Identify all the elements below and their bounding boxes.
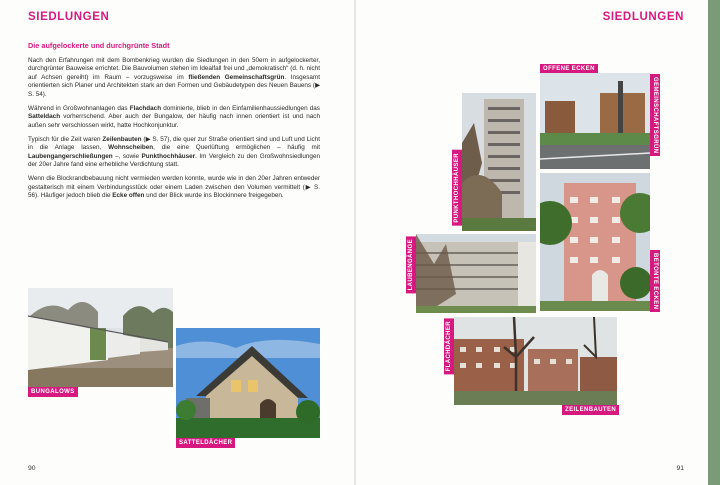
photo-bungalows [28, 288, 173, 387]
photo-punkthochhaeuser [462, 93, 536, 231]
bold-term: Laubengangerschließungen [28, 152, 113, 160]
body-paragraph: Wenn die Blockrandbebauung nicht vermieden werden konnte, wurde wie in den 20er Jahren entweder gestalterisch mit einem Verbindungsstück oder einem Laden zwischen den Volumen vermittelt (▶ S. 56). Häufiger jedoch blieb die Ecke offen und der Blick wurde ins Blockinnere freigegeben. [28, 175, 320, 200]
photo-offene-ecken [540, 73, 650, 169]
bold-term: Ecke offen [112, 192, 145, 200]
bold-term: Satteldach [28, 113, 61, 121]
bold-term: Zeilenbauten [102, 135, 142, 143]
page-number-left: 90 [28, 465, 36, 472]
right-page [356, 0, 708, 485]
caption-laubengaenge: LAUBENGÄNGE [406, 236, 416, 293]
photo-satteldaecher [176, 328, 320, 438]
body-paragraph: Während in Großwohnanlagen das Flachdach dominierte, blieb in den Einfamilienhaussiedlungen das Satteldach vorherrschend. Aber auch der Bungalow, der häufig nach innen orientiert ist und nach außen sehr verschlossen wirkt, hatte Hochkonjunktur. [28, 104, 320, 129]
caption-flachdaecher: FLACHDÄCHER [444, 318, 454, 374]
caption-gemeinschaftsgruen: GEMEINSCHAFTSGRÜN [650, 74, 660, 156]
page-number-right: 91 [676, 465, 684, 472]
bold-term: Flachdach [129, 104, 162, 112]
bold-term: Punkthochhäuser [141, 152, 196, 160]
page-header-right: SIEDLUNGEN [602, 11, 684, 23]
caption-punkthochhaeuser: PUNKTHOCHHÄUSER [452, 150, 462, 226]
body-paragraph: Typisch für die Zeit waren Zeilenbauten (▶ S. 57), die quer zur Straße orientiert sind und Luft und Licht in die Anlage lassen, Wohnscheiben, die eine Querlüftung ermöglichen – häufig mit Laubengangerschließungen –, sowie Punkthochhäuser. Im Vergleich zu den Großwohnsiedlungen der 20er Jahre fand eine erhebliche Verdichtung statt. [28, 135, 321, 169]
section-subheading: Die aufgelockerte und durchgrünte Stadt [28, 41, 170, 50]
caption-offene-ecken: OFFENE ECKEN [540, 64, 598, 74]
body-paragraph: Nach den Erfahrungen mit dem Bombenkrieg wurden die Siedlungen in den 50ern in aufgelockerter, durchgrünter Bauweise errichtet. Die Bauvolumen stehen im Idealfall frei und „demokratisch“ (d. h. nicht auf Achsen gereiht) im Raum – vorzugsweise im fließenden Gemeinschaftsgrün. Insgesamt orientierten sich Planer und Architekten stark an den Formen und Gebäudetypen des Neuen Bauens (▶ S. 54). [28, 57, 320, 98]
bold-term: fließenden Gemeinschaftsgrün [188, 73, 285, 81]
body-text [28, 57, 320, 206]
caption-bungalows: BUNGALOWS [28, 387, 78, 397]
left-page [0, 0, 354, 485]
photo-laubengaenge [416, 234, 536, 313]
bold-term: Wohnscheiben [108, 144, 154, 152]
page-header-left: SIEDLUNGEN [28, 11, 110, 23]
caption-betonte-ecken: BETONTE ECKEN [650, 250, 660, 312]
photo-betonte-ecken [540, 173, 650, 311]
caption-zeilenbauten: ZEILENBAUTEN [562, 405, 619, 415]
photo-flachdaecher [454, 317, 617, 405]
caption-satteldaecher: SATTELDÄCHER [176, 438, 235, 448]
